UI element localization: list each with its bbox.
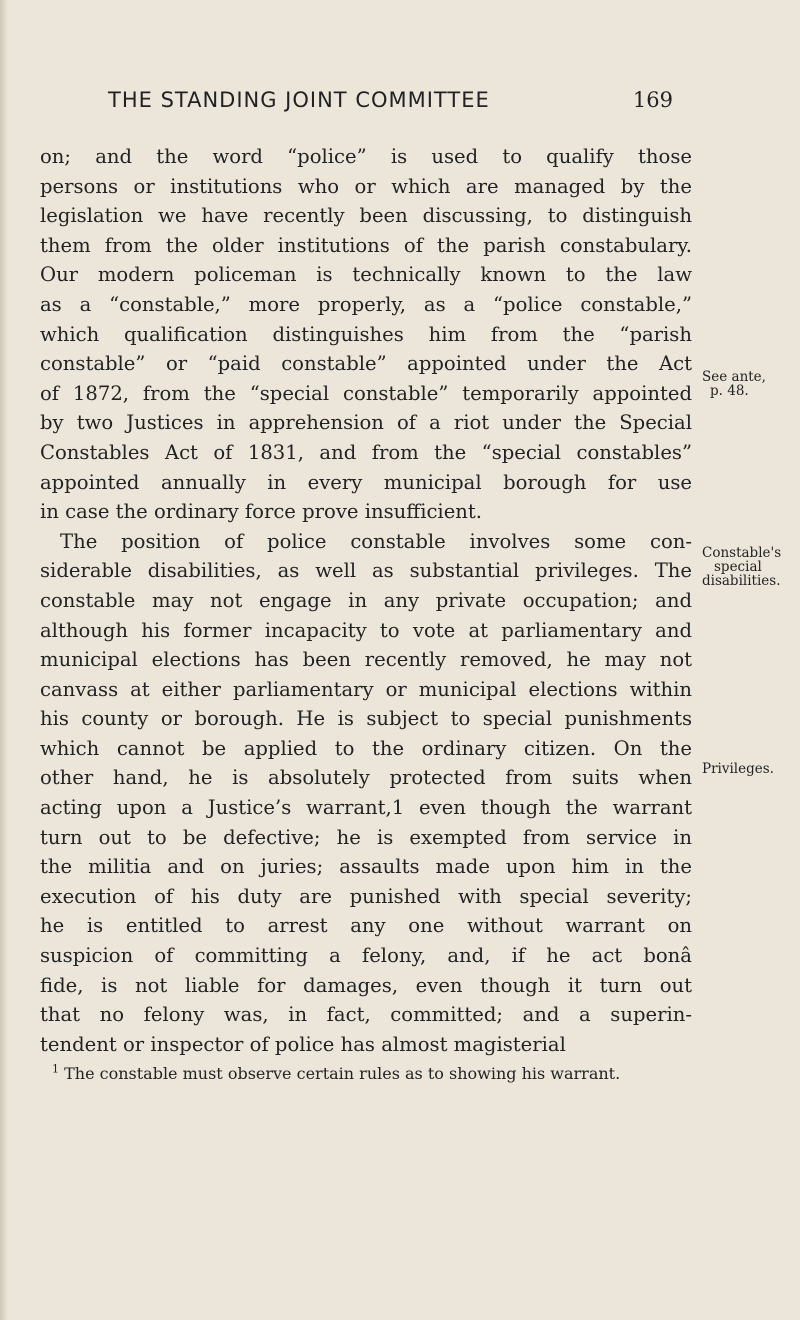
text-line: persons or institutions who or which are managed by the [40,174,692,198]
text-line: fide, is not liable for damages, even though it turn out [40,973,692,997]
sidenote-constables: Constable's [702,545,782,561]
footnote-text: The constable must observe certain rules as to showing his warrant. [59,1064,621,1083]
text-line: canvass at either parliamentary or municipal elections within [40,677,692,701]
text-line: municipal elections has been recently removed, he may not [40,648,692,672]
text-line: he is entitled to arrest any one without warrant on [40,914,692,938]
text-line: acting upon a Justice’s warrant,1 even though the warrant [40,796,692,820]
body-text [40,142,692,1059]
running-title: THE STANDING JOINT COMMITTEE [108,88,490,112]
text-line: legislation we have recently been discussing, to distinguish [40,204,692,228]
sidenote-see-ante-text: See ante, [702,369,766,385]
page-edge-shadow [0,0,8,1320]
sidenote-disabilities [702,546,800,588]
text-line: Constables Act of 1831, and from the “special constables” [40,440,692,464]
sidenote-privileges [702,762,800,776]
text-line: as a “constable,” more properly, as a “police constable,” [40,292,692,316]
text-line: constable” or “paid constable” appointed under the Act [40,352,692,376]
text-line: his county or borough. He is subject to special punishments [40,707,692,731]
sidenote-privileges-text: Privileges. [702,761,774,777]
text-line: turn out to be defective; he is exempted from service in [40,825,692,849]
sidenote-page-ref: p. 48. [710,383,749,399]
text-line: suspicion of committing a felony, and, if he act bonâ [40,944,692,968]
text-line: the militia and on juries; assaults made upon him in the [40,855,692,879]
text-line: although his former incapacity to vote at parliamentary and [40,618,692,642]
sidenote-see-ante [702,370,800,398]
text-line: other hand, he is absolutely protected from suits when [40,766,692,790]
sidenote-special: special [714,559,762,575]
text-line: them from the older institutions of the parish constabulary. [40,233,692,257]
text-line: appointed annually in every municipal borough for use [40,470,692,494]
running-header [108,88,673,112]
text-line: tendent or inspector of police has almost magisterial [40,1032,566,1056]
page-number: 169 [632,88,673,112]
text-line: of 1872, from the “special constable” temporarily appointed [40,381,692,405]
text-line: Our modern policeman is technically known to the law [40,263,692,287]
text-line: constable may not engage in any private occupation; and [40,588,692,612]
text-line: by two Justices in apprehension of a riot under the Special [40,411,692,435]
text-line: execution of his duty are punished with special severity; [40,884,692,908]
text-line: The position of police constable involves some con- [60,529,692,553]
text-line: that no felony was, in fact, committed; and a superin- [40,1003,692,1027]
text-line: siderable disabilities, as well as substantial privileges. The [40,559,692,583]
sidenote-disabilities-text: disabilities. [702,573,781,589]
text-line: in case the ordinary force prove insufficient. [40,500,483,524]
text-line: which qualification distinguishes him from the “parish [40,322,692,346]
text-line: on; and the word “police” is used to qualify those [40,145,692,168]
footnote [52,1064,692,1083]
text-line: which cannot be applied to the ordinary citizen. On the [40,736,692,760]
footnote-marker: 1 [52,1062,59,1076]
